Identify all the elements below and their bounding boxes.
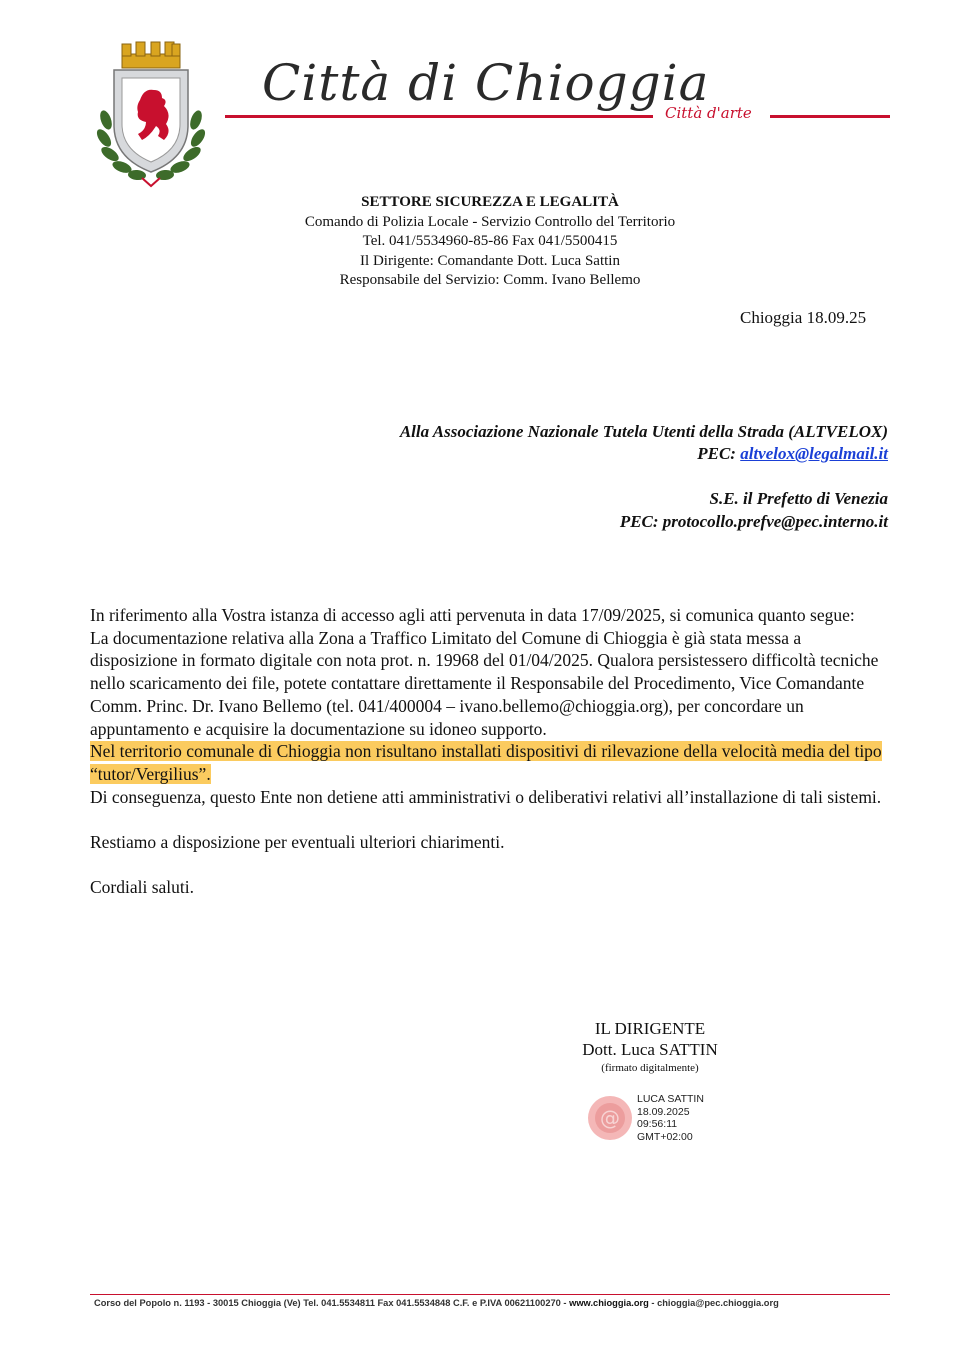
signature-note: (firmato digitalmente) (601, 1062, 699, 1074)
manager-line: Il Dirigente: Comandante Dott. Luca Sattin (360, 252, 620, 269)
signature-name: Dott. Luca SATTIN (582, 1040, 718, 1059)
letter-date: Chioggia 18.09.25 (740, 308, 867, 327)
recipient-1-pec-link[interactable]: altvelox@legalmail.it (740, 444, 888, 463)
letterhead (0, 193, 980, 291)
digital-signature-seal-icon (586, 1094, 634, 1142)
stamp-time: 09:56:11 (637, 1118, 678, 1130)
logo-divider-right (770, 115, 890, 118)
responsible-line: Responsabile del Servizio: Comm. Ivano Bellemo (339, 272, 641, 288)
city-logo-title: Città di Chioggia (262, 54, 710, 112)
recipient-2-name: S.E. il Prefetto di Venezia (709, 489, 888, 508)
letter-body (90, 604, 890, 899)
sector-title: SETTORE SICUREZZA E LEGALITÀ (361, 194, 619, 210)
svg-text:@: @ (600, 1106, 620, 1130)
paragraph-consequence: Di conseguenza, questo Ente non detiene atti amministrativi o deliberativi relativi all’installazione di tali sistemi. (90, 786, 882, 807)
city-logo-subtitle: Città d'arte (665, 104, 752, 122)
logo-divider-left (225, 115, 653, 118)
digital-signature-details (637, 1093, 704, 1143)
recipient-2-pec: PEC: protocollo.prefve@pec.interno.it (619, 512, 888, 531)
footer (94, 1298, 894, 1308)
footer-email: - chioggia@pec.chioggia.org (648, 1298, 779, 1308)
footer-divider (90, 1294, 890, 1295)
paragraph-availability: Restiamo a disposizione per eventuali ulteriori chiarimenti. (90, 832, 505, 853)
highlighted-statement: Nel territorio comunale di Chioggia non risultano installati dispositivi di rilevazione della velocità media del tipo “tutor/Vergilius”. (90, 741, 882, 784)
command-line: Comando di Polizia Locale - Servizio Controllo del Territorio (304, 213, 676, 230)
signature-role: IL DIRIGENTE (594, 1019, 706, 1038)
phone-line: Tel. 041/5534960-85-86 Fax 041/5500415 (362, 233, 618, 249)
recipient-1-pec (697, 444, 888, 464)
recipient-1-name: Alla Associazione Nazionale Tutela Utenti della Strada (ALTVELOX) (399, 422, 888, 441)
paragraph-reference: In riferimento alla Vostra istanza di accesso agli atti pervenuta in data 17/09/2025, si comunica quanto segue: (90, 605, 855, 625)
footer-website-link[interactable]: www.chioggia.org (569, 1298, 649, 1308)
paragraph-highlighted (90, 740, 890, 785)
stamp-timezone: GMT+02:00 (637, 1130, 693, 1143)
paragraph-greeting: Cordiali saluti. (90, 877, 195, 898)
footer-address: Corso del Popolo n. 1193 - 30015 Chioggia (Ve) Tel. 041.5534811 Fax 041.5534848 C.F. e P.IVA 00621100270 - (94, 1298, 570, 1308)
city-crest-icon (92, 40, 210, 190)
paragraph-documentation: La documentazione relativa alla Zona a Traffico Limitato del Comune di Chioggia è già stata messa a disposizione in formato digitale con nota prot. n. 19968 del 01/04/2025. Qualora persistessero difficoltà tecniche nello scaricamento dei file, potete contattare direttamente il Responsabile del Procedimento, Vice Comandante Comm. Princ. Dr. Ivano Bellemo (tel. 041/400004 – ivano.bellemo@chioggia.org), per concordare un appuntamento e acquisire la documentazione su idoneo supporto. (90, 627, 879, 739)
pec-label: PEC: (697, 444, 741, 463)
stamp-date: 18.09.2025 (637, 1105, 690, 1118)
stamp-name: LUCA SATTIN (637, 1093, 704, 1105)
signature-block (540, 1018, 760, 1076)
